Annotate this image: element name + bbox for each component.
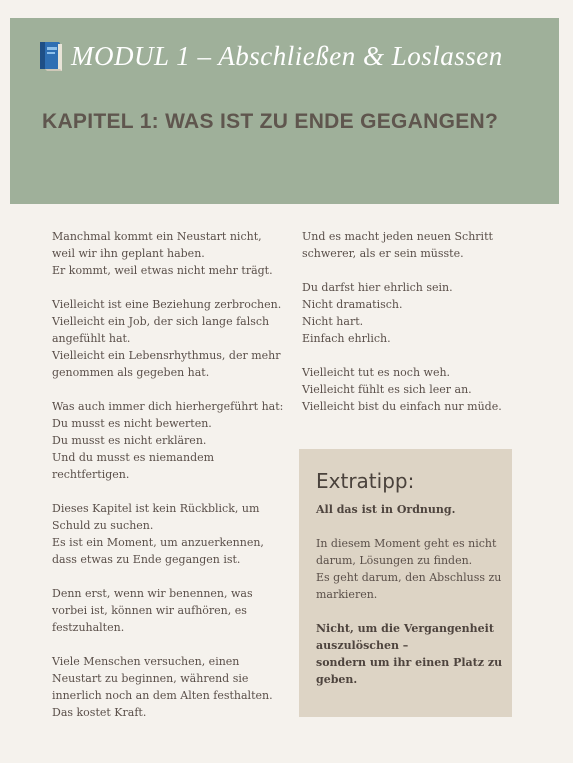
chapter-title: KAPITEL 1: WAS IST ZU ENDE GEGANGEN? (42, 110, 499, 133)
left-column (52, 228, 284, 738)
text-line: Das kostet Kraft. (52, 706, 147, 719)
text-line: schwerer, als er sein müsste. (302, 247, 464, 260)
text-line: Dieses Kapitel ist kein Rückblick, um (52, 502, 260, 515)
text-line: Vielleicht ein Job, der sich lange falsch (52, 315, 270, 328)
text-line: angefühlt hat. (52, 332, 131, 345)
paragraph (52, 585, 277, 636)
paragraph (52, 500, 277, 568)
text-line: Vielleicht fühlt es sich leer an. (302, 383, 472, 396)
modul-heading (37, 34, 503, 78)
text-line: dass etwas zu Ende gegangen ist. (52, 553, 241, 566)
text-line: Einfach ehrlich. (302, 332, 391, 345)
text-line: Er kommt, weil etwas nicht mehr trägt. (52, 264, 273, 277)
text-line: genommen als gegeben hat. (52, 366, 210, 379)
text-line: Nicht dramatisch. (302, 298, 403, 311)
paragraph (316, 620, 506, 688)
text-line: Du musst es nicht erklären. (52, 434, 207, 447)
paragraph (52, 296, 282, 381)
text-line: vorbei ist, können wir aufhören, es (52, 604, 247, 617)
text-line: Und es macht jeden neuen Schritt (302, 230, 493, 243)
text-line: weil wir ihn geplant haben. (52, 247, 205, 260)
text-line: Nicht hart. (302, 315, 364, 328)
text-line: Was auch immer dich hierhergeführt hat: (52, 400, 284, 413)
paragraph (52, 653, 277, 721)
text-line: In diesem Moment geht es nicht (316, 537, 497, 550)
text-line: Du darfst hier ehrlich sein. (302, 281, 453, 294)
modul-title: MODUL 1 – Abschließen & Loslassen (71, 40, 503, 71)
extratipp-lead (316, 501, 506, 518)
text-line: All das ist in Ordnung. (316, 503, 456, 516)
text-line: Du musst es nicht bewerten. (52, 417, 212, 430)
text-line: Vielleicht ist eine Beziehung zerbrochen. (52, 298, 282, 311)
text-line: sondern um ihr einen Platz zu (316, 656, 503, 669)
paragraph (302, 279, 514, 347)
text-line: Und du musst es niemandem (52, 451, 215, 464)
text-line: festzuhalten. (52, 621, 125, 634)
text-line: Viele Menschen versuchen, einen (52, 655, 240, 668)
paragraph (52, 228, 277, 279)
paragraph (52, 398, 284, 483)
blue-book-icon (37, 39, 65, 73)
text-line: Schuld zu suchen. (52, 519, 154, 532)
right-column (302, 228, 514, 432)
paragraph (302, 364, 514, 415)
text-line: Manchmal kommt ein Neustart nicht, (52, 230, 262, 243)
paragraph (316, 535, 506, 603)
paragraph (302, 228, 514, 262)
extratipp-title: Extratipp: (316, 469, 415, 493)
text-line: innerlich noch an dem Alten festhalten. (52, 689, 273, 702)
text-line: geben. (316, 673, 358, 686)
text-line: Es ist ein Moment, um anzuerkennen, (52, 536, 264, 549)
text-line: markieren. (316, 588, 378, 601)
text-line: Nicht, um die Vergangenheit (316, 622, 494, 635)
text-line: auszulöschen – (316, 639, 409, 652)
text-line: Vielleicht tut es noch weh. (302, 366, 451, 379)
text-line: Neustart zu beginnen, während sie (52, 672, 249, 685)
text-line: Denn erst, wenn wir benennen, was (52, 587, 253, 600)
text-line: darum, Lösungen zu finden. (316, 554, 473, 567)
extratipp-box (299, 449, 512, 717)
extratipp-body (316, 501, 506, 705)
text-line: Vielleicht bist du einfach nur müde. (302, 400, 502, 413)
text-line: Vielleicht ein Lebensrhythmus, der mehr (52, 349, 281, 362)
text-line: rechtfertigen. (52, 468, 130, 481)
text-line: Es geht darum, den Abschluss zu (316, 571, 502, 584)
